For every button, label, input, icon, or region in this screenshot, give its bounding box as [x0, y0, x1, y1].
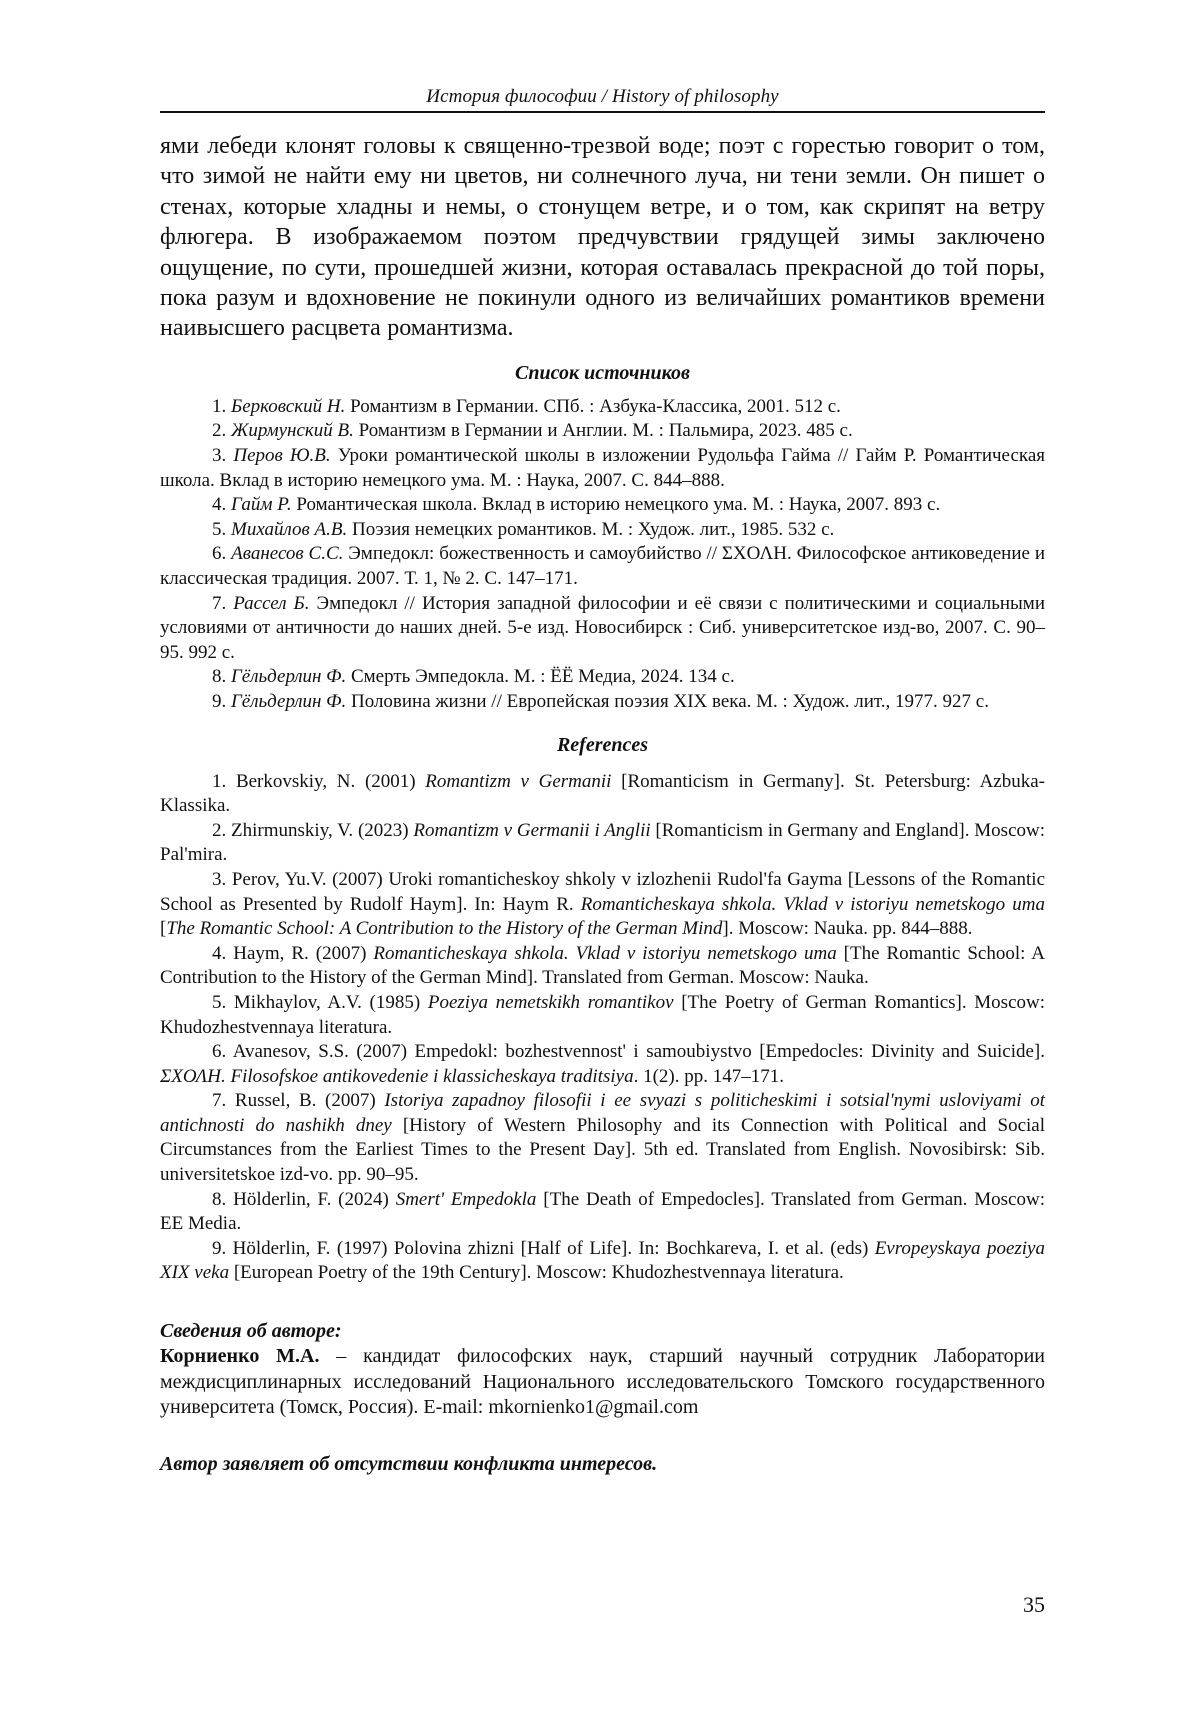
reference-item — [160, 1188, 1045, 1237]
author-name: Корниенко М.А. — [160, 1345, 320, 1368]
reference-part: [The Poetry of German Romantics]. Moscow: Khudozhestvennaya literatura. — [160, 991, 1046, 1038]
reference-num: 9. — [212, 1237, 227, 1259]
source-item — [160, 542, 1045, 591]
author-info-title: Сведения об авторе: — [160, 1320, 342, 1343]
reference-item — [160, 1089, 1045, 1187]
reference-num: 1. — [212, 770, 227, 792]
page-number: 35 — [1023, 1592, 1045, 1617]
source-item — [160, 395, 1045, 420]
source-author: Жирмунский В. — [231, 420, 354, 442]
reference-part: [European Poetry of the 19th Century]. Moscow: Khudozhestvennaya literatura. — [229, 1262, 844, 1284]
reference-num: 4. — [212, 942, 227, 964]
reference-item — [160, 1237, 1045, 1286]
reference-item — [160, 942, 1045, 991]
source-author: Гёльдерлин Ф. — [231, 666, 347, 688]
source-text: Романтизм в Германии и Англии. М. : Пальмира, 2023. 485 с. — [353, 420, 853, 442]
source-item — [160, 665, 1045, 690]
author-info — [160, 1319, 1045, 1421]
reference-title: Romanticheskaya shkola. Vklad v istoriyu nemetskogo uma — [373, 942, 837, 964]
reference-part: Berkovskiy, N. (2001) — [235, 770, 426, 792]
conflict-statement: Автор заявляет об отсутствии конфликта интересов. — [160, 1452, 658, 1475]
reference-num: 8. — [212, 1188, 227, 1210]
reference-item — [160, 1040, 1045, 1089]
reference-part: Perov, Yu.V. (2007) Uroki romanticheskoy shkoly v izlozhenii Rudol'fa Gayma [Lessons of the Romantic School as Presented by Rudolf Haym]. In: Haym R. — [160, 868, 1046, 915]
references-title: References — [556, 733, 649, 756]
source-num: 5. — [212, 518, 227, 540]
source-item — [160, 444, 1045, 493]
source-text: Уроки романтической школы в изложении Рудольфа Гайма // Гайм Р. Романтическая школа. Вклад в историю немецкого ума. М. : Наука, 2007. С. 844–888. — [160, 445, 1046, 491]
source-author: Гайм Р. — [231, 494, 292, 516]
reference-part: Avanesov, S.S. (2007) Empedokl: bozhestvennost' i samoubiystvo [Empedocles: Divinity and Suicide]. — [232, 1041, 1045, 1063]
body-text — [160, 131, 1045, 344]
reference-part: [The Romantic School: A Contribution to the History of the German Mind]. Translated from German. Moscow: Nauka. — [160, 942, 1046, 989]
author-description: – кандидат философских наук, старший научный сотрудник Лаборатории междисциплинарных исследований Национального исследовательского Томского государственного университета (Томск, Россия). E-mail: mkornienko1@gmail.com — [160, 1345, 1046, 1419]
reference-part: Zhirmunskiy, V. (2023) — [231, 819, 414, 841]
reference-item — [160, 770, 1045, 819]
reference-part: Mikhaylov, A.V. (1985) — [233, 991, 428, 1013]
reference-part: . 1(2). pp. 147–171. — [633, 1065, 785, 1087]
source-item — [160, 690, 1045, 715]
reference-title: ΣΧΟΛΗ. Filosofskoe antikovedenie i klassicheskaya traditsiya — [160, 1065, 634, 1087]
source-item — [160, 592, 1045, 666]
source-text: Половина жизни // Европейская поэзия XIX века. М. : Худож. лит., 1977. 927 с. — [346, 690, 989, 712]
reference-num: 5. — [212, 991, 227, 1013]
reference-num: 6. — [212, 1041, 227, 1063]
reference-part: Russel, B. (2007) — [234, 1090, 385, 1112]
source-num: 7. — [212, 592, 227, 614]
reference-part: Haym, R. (2007) — [233, 942, 374, 964]
reference-item — [160, 868, 1045, 942]
source-item — [160, 518, 1045, 543]
source-num: 2. — [212, 420, 227, 442]
source-author: Михайлов А.В. — [231, 518, 348, 540]
reference-title: Istoriya zapadnoy filosofii i ee svyazi s politicheskimi i sotsial'nymi usloviyami ot antichnosti do nashikh dney — [160, 1090, 1046, 1136]
source-author: Берковский Н. — [231, 395, 346, 417]
source-text: Эмпедокл: божественность и самоубийство // ΣΧΟΛΗ. Философское антиковедение и классическая традиция. 2007. Т. 1, № 2. С. 147–171. — [160, 543, 1045, 589]
source-author: Перов Ю.В. — [233, 445, 331, 467]
reference-part: [History of Western Philosophy and its Connection with Political and Social Circumstances from the Earliest Times to the Present Day]. 5th ed. Translated from English. Novosibirsk: Sib. universitetskoe izd-vo. pp. 90–95. — [160, 1114, 1045, 1186]
source-item — [160, 493, 1045, 518]
author-info-text — [160, 1344, 1045, 1420]
source-text: Романтизм в Германии. СПб. : Азбука-Классика, 2001. 512 с. — [345, 395, 841, 417]
source-item — [160, 419, 1045, 444]
source-num: 3. — [212, 445, 227, 467]
reference-title: Romantizm v Germanii — [425, 770, 612, 792]
references-list — [160, 770, 1045, 1286]
reference-part: [ — [160, 918, 167, 940]
reference-part: [Romanticism in Germany and England]. Moscow: Pal'mira. — [160, 819, 1046, 866]
source-text: Романтическая школа. Вклад в историю немецкого ума. М. : Наука, 2007. 893 с. — [291, 494, 941, 516]
reference-part: ]. Moscow: Nauka. pp. 844–888. — [722, 918, 973, 940]
page — [160, 0, 1046, 1617]
source-text: Смерть Эмпедокла. М. : ЁЁ Медиа, 2024. 134 с. — [346, 666, 735, 688]
reference-title-translation: The Romantic School: A Contribution to the History of the German Mind — [166, 918, 723, 940]
body-paragraph: ями лебеди клонят головы к священно-трезвой воде; поэт с горестью говорит о том, что зимой не найти ему ни цветов, ни солнечного луча, ни тени земли. Он пишет о стенах, которые хладны и немы, о стонущем ветре, и о том, как скрипят на ветру флюгера. В изображаемом поэтом предчувствии грядущей зимы заключено ощущение, по сути, прошедшей жизни, которая оставалась прекрасной до той поры, пока разум и вдохновение не покинули одного из величайших романтиков времени наивысшего расцвета романтизма. — [160, 133, 1045, 342]
source-author: Аванесов С.С. — [231, 543, 344, 565]
reference-part: Hölderlin, F. (1997) Polovina zhizni [Half of Life]. In: Bochkareva, I. et al. (eds) — [232, 1237, 875, 1259]
reference-num: 2. — [212, 819, 227, 841]
reference-part: [Romanticism in Germany]. St. Petersburg: Azbuka-Klassika. — [160, 770, 1045, 817]
source-num: 4. — [212, 494, 227, 516]
reference-part: [The Death of Empedocles]. Translated from German. Moscow: EE Media. — [160, 1188, 1045, 1235]
reference-item — [160, 819, 1045, 868]
reference-num: 7. — [212, 1090, 227, 1112]
source-text: Поэзия немецких романтиков. М. : Худож. лит., 1985. 532 с. — [347, 518, 835, 540]
source-num: 1. — [212, 395, 227, 417]
reference-num: 3. — [212, 868, 227, 890]
source-author: Гёльдерлин Ф. — [231, 690, 347, 712]
reference-title: Romanticheskaya shkola. Vklad v istoriyu nemetskogo uma — [580, 893, 1045, 915]
sources-list — [160, 395, 1045, 715]
source-num: 9. — [212, 690, 227, 712]
reference-part: Hölderlin, F. (2024) — [233, 1188, 396, 1210]
source-text: Эмпедокл // История западной философии и её связи с политическими и социальными условиями от античности до наших дней. 5-е изд. Новосибирск : Сиб. университетское изд-во, 2007. С. 90–95. 992 с. — [160, 592, 1046, 663]
source-num: 6. — [212, 543, 227, 565]
source-author: Рассел Б. — [233, 592, 310, 614]
reference-title: Evropeyskaya poeziya XIX veka — [160, 1237, 1045, 1284]
reference-title: Poeziya nemetskikh romantikov — [427, 991, 674, 1013]
running-header: История философии / History of philosophy — [160, 86, 1045, 113]
source-num: 8. — [212, 666, 227, 688]
reference-title: Romantizm v Germanii i Anglii — [413, 819, 651, 841]
sources-title: Список источников — [515, 361, 690, 384]
reference-item — [160, 991, 1045, 1040]
reference-title: Smert' Empedokla — [395, 1188, 537, 1210]
